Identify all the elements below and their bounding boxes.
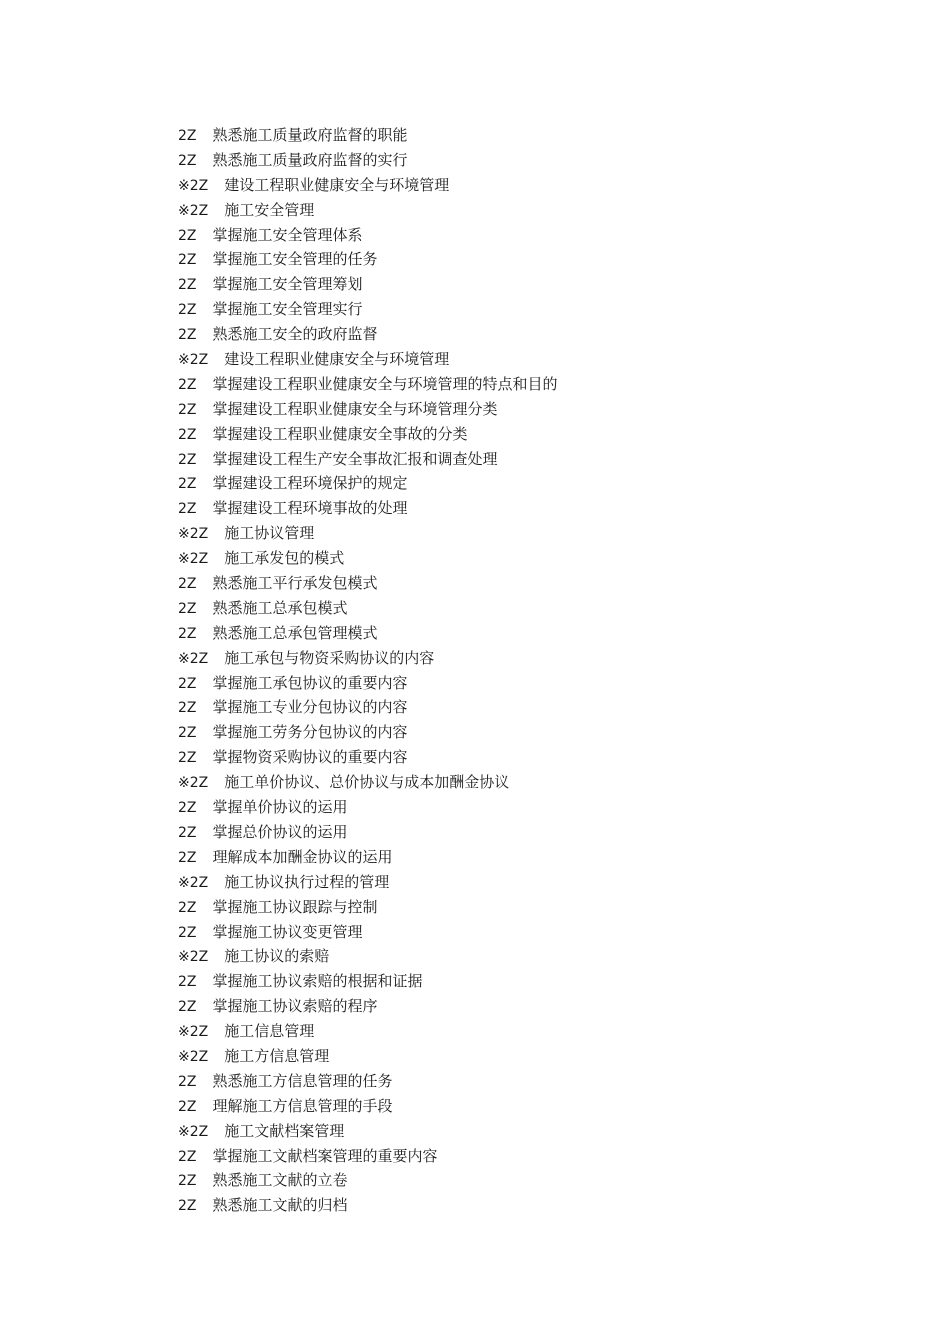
outline-item-text: 掌握施工协议索赔的程序 (212, 997, 378, 1016)
outline-item-code: 2Z (178, 1073, 197, 1090)
outline-item-text: 施工协议执行过程的管理 (224, 872, 390, 891)
outline-item-code: 2Z (178, 899, 197, 916)
outline-item-code: 2Z (178, 675, 197, 692)
outline-item (178, 1094, 878, 1119)
outline-item-text: 施工文献档案管理 (224, 1121, 345, 1140)
outline-item-code: 2Z (178, 600, 197, 617)
outline-item-code: 2Z (178, 376, 197, 393)
outline-item-code: 2Z (178, 824, 197, 841)
outline-item-code: 2Z (178, 849, 197, 866)
outline-item (178, 1144, 878, 1169)
outline-item (178, 1044, 878, 1069)
outline-item-code: 2Z (178, 227, 197, 244)
outline-item-text: 施工协议的索赔 (224, 947, 330, 966)
outline-item-text: 掌握施工安全管理的任务 (212, 250, 378, 269)
outline-item (178, 770, 878, 795)
outline-item-code: 2Z (178, 800, 197, 817)
outline-item-code: 2Z (178, 252, 197, 269)
outline-item-code: ※2Z (178, 1048, 209, 1065)
outline-item-text: 掌握施工承包协议的重要内容 (212, 673, 408, 692)
outline-item-text: 掌握施工专业分包协议的内容 (212, 698, 408, 717)
outline-item-text: 掌握施工安全管理实行 (212, 300, 363, 319)
outline-item-code: 2Z (178, 501, 197, 518)
outline-item-text: 掌握建设工程环境事故的处理 (212, 499, 408, 518)
outline-item-code: 2Z (178, 999, 197, 1016)
outline-item-code: ※2Z (178, 775, 209, 792)
outline-item-text: 掌握总价协议的运用 (212, 822, 348, 841)
outline-item-text: 掌握施工协议变更管理 (212, 922, 363, 941)
outline-item-code: ※2Z (178, 949, 209, 966)
outline-item-text: 熟悉施工总承包管理模式 (212, 623, 378, 642)
outline-item (178, 198, 878, 223)
outline-item-text: 掌握物资采购协议的重要内容 (212, 748, 408, 767)
outline-item-text: 掌握施工安全管理体系 (212, 225, 363, 244)
outline-item (178, 745, 878, 770)
outline-item-text: 掌握建设工程职业健康安全与环境管理分类 (212, 399, 498, 418)
outline-item (178, 372, 878, 397)
outline-item (178, 1193, 878, 1218)
outline-item (178, 1019, 878, 1044)
outline-item-text: 掌握施工协议索赔的根据和证据 (212, 972, 423, 991)
outline-item-text: 掌握建设工程生产安全事故汇报和调查处理 (212, 449, 498, 468)
outline-item (178, 795, 878, 820)
outline-item-code: 2Z (178, 750, 197, 767)
outline-item (178, 920, 878, 945)
outline-item (178, 621, 878, 646)
outline-item-text: 熟悉施工平行承发包模式 (212, 574, 378, 593)
outline-item (178, 671, 878, 696)
outline-item-text: 掌握建设工程环境保护的规定 (212, 474, 408, 493)
outline-item (178, 447, 878, 472)
outline-item-text: 掌握施工劳务分包协议的内容 (212, 723, 408, 742)
outline-item-text: 施工承包与物资采购协议的内容 (224, 648, 435, 667)
outline-item-code: 2Z (178, 476, 197, 493)
outline-item (178, 247, 878, 272)
outline-item-code: 2Z (178, 128, 197, 144)
outline-item (178, 422, 878, 447)
outline-item-text: 熟悉施工总承包模式 (212, 598, 348, 617)
outline-item-code: 2Z (178, 576, 197, 593)
outline-item-text: 掌握施工安全管理筹划 (212, 275, 363, 294)
outline-item-code: ※2Z (178, 1123, 209, 1140)
outline-item-text: 施工信息管理 (224, 1022, 315, 1041)
outline-item (178, 496, 878, 521)
outline-item-code: 2Z (178, 700, 197, 717)
outline-item (178, 870, 878, 895)
outline-item-text: 掌握建设工程职业健康安全事故的分类 (212, 424, 468, 443)
outline-item-code: 2Z (178, 1198, 197, 1215)
outline-item (178, 895, 878, 920)
outline-item (178, 546, 878, 571)
outline-item (178, 1168, 878, 1193)
outline-item-text: 掌握施工协议跟踪与控制 (212, 897, 378, 916)
outline-item-code: 2Z (178, 327, 197, 344)
outline-item-code: 2Z (178, 401, 197, 418)
outline-item-text: 熟悉施工安全的政府监督 (212, 325, 378, 344)
outline-item-code: 2Z (178, 725, 197, 742)
outline-item-text: 熟悉施工质量政府监督的实行 (212, 150, 408, 169)
outline-item (178, 571, 878, 596)
outline-item-code: 2Z (178, 625, 197, 642)
outline-item-text: 施工单价协议、总价协议与成本加酬金协议 (224, 773, 510, 792)
outline-item-code: 2Z (178, 302, 197, 319)
outline-item (178, 471, 878, 496)
outline-item (178, 297, 878, 322)
outline-item-text: 掌握施工文献档案管理的重要内容 (212, 1146, 438, 1165)
outline-item (178, 223, 878, 248)
outline-item-text: 理解成本加酬金协议的运用 (212, 847, 393, 866)
outline-item-text: 建设工程职业健康安全与环境管理 (224, 175, 450, 194)
outline-item (178, 994, 878, 1019)
outline-item-code: 2Z (178, 277, 197, 294)
outline-item-text: 理解施工方信息管理的手段 (212, 1096, 393, 1115)
outline-item (178, 969, 878, 994)
outline-item (178, 521, 878, 546)
outline-item (178, 1069, 878, 1094)
outline-item-code: 2Z (178, 152, 197, 169)
outline-item (178, 944, 878, 969)
outline-item-code: ※2Z (178, 526, 209, 543)
outline-item (178, 148, 878, 173)
outline-item-code: ※2Z (178, 874, 209, 891)
outline-item (178, 123, 878, 148)
outline-item-text: 熟悉施工质量政府监督的职能 (212, 126, 408, 144)
outline-item (178, 646, 878, 671)
outline-item-code: 2Z (178, 451, 197, 468)
outline-item-text: 熟悉施工方信息管理的任务 (212, 1071, 393, 1090)
outline-item-text: 建设工程职业健康安全与环境管理 (224, 350, 450, 369)
outline-item-text: 施工承发包的模式 (224, 549, 345, 568)
outline-item (178, 173, 878, 198)
outline-item-code: ※2Z (178, 177, 209, 194)
outline-item (178, 596, 878, 621)
outline-item-text: 熟悉施工文献的立卷 (212, 1171, 348, 1190)
outline-item-code: ※2Z (178, 352, 209, 369)
outline-item-text: 掌握单价协议的运用 (212, 798, 348, 817)
outline-item-code: 2Z (178, 1148, 197, 1165)
outline-item (178, 322, 878, 347)
outline-list (178, 123, 878, 1218)
outline-item (178, 695, 878, 720)
outline-item (178, 272, 878, 297)
outline-item (178, 347, 878, 372)
outline-item-code: ※2Z (178, 650, 209, 667)
outline-item-code: ※2Z (178, 1024, 209, 1041)
outline-item (178, 720, 878, 745)
outline-item-code: 2Z (178, 426, 197, 443)
outline-item-code: 2Z (178, 1098, 197, 1115)
outline-item-code: 2Z (178, 924, 197, 941)
outline-item (178, 1119, 878, 1144)
outline-item-text: 掌握建设工程职业健康安全与环境管理的特点和目的 (212, 374, 558, 393)
outline-item-code: 2Z (178, 974, 197, 991)
outline-item (178, 820, 878, 845)
outline-item (178, 845, 878, 870)
outline-item-code: ※2Z (178, 551, 209, 568)
outline-item-code: ※2Z (178, 202, 209, 219)
outline-item-text: 施工安全管理 (224, 200, 315, 219)
outline-item-text: 熟悉施工文献的归档 (212, 1196, 348, 1215)
outline-item-code: 2Z (178, 1173, 197, 1190)
outline-item-text: 施工协议管理 (224, 524, 315, 543)
outline-item (178, 397, 878, 422)
outline-item-text: 施工方信息管理 (224, 1046, 330, 1065)
